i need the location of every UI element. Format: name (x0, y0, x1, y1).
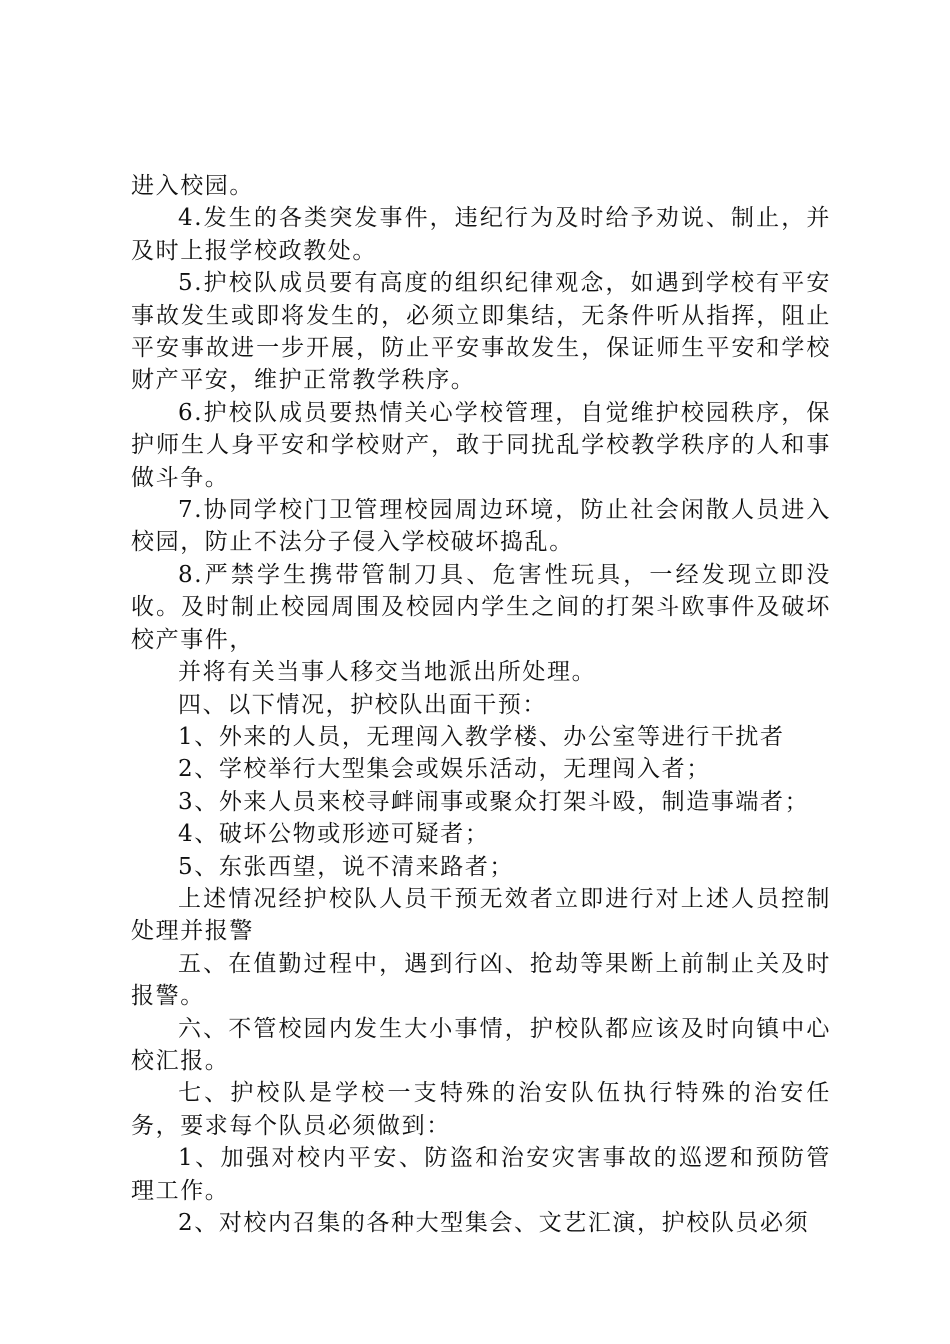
list-item-4-3: 3、外来人员来校寻衅闹事或聚众打架斗殴，制造事端者； (178, 788, 810, 815)
paragraph-item-8: 8.严禁学生携带管制刀具、危害性玩具，一经发现立即没收。及时制止校园周围及校园内学生之间的打架斗欧事件及破坏校产事件， (131, 561, 831, 653)
paragraph-item-5: 5.护校队成员要有高度的组织纪律观念，如遇到学校有平安事故发生或即将发生的，必须立即集结，无条件听从指挥，阻止平安事故进一步开展，防止平安事故发生，保证师生平安和学校财产平安，维护正常教学秩序。 (131, 270, 831, 394)
document-body (131, 170, 831, 1239)
section-heading-4: 四、以下情况，护校队出面干预： (178, 691, 547, 718)
paragraph-item-4: 4.发生的各类突发事件，违纪行为及时给予劝说、制止，并及时上报学校政教处。 (131, 205, 831, 264)
list-item-4-1: 1、外来的人员，无理闯入教学楼、办公室等进行干扰者 (178, 723, 785, 750)
list-item-7-1: 1、加强对校内平安、防盗和治安灾害事故的巡逻和预防管理工作。 (131, 1145, 831, 1204)
list-item-4-2: 2、学校举行大型集会或娱乐活动，无理闯入者； (178, 756, 711, 783)
list-item-4-5: 5、东张西望，说不清来路者； (178, 853, 515, 880)
paragraph-summary: 上述情况经护校队人员干预无效者立即进行对上述人员控制处理并报警 (131, 885, 831, 945)
paragraph-item-8-cont: 并将有关当事人移交当地派出所处理。 (178, 659, 597, 686)
paragraph-item-6: 6.护校队成员要热情关心学校管理，自觉维护校园秩序，保护师生人身平安和学校财产，敢于同扰乱学校教学秩序的人和事做斗争。 (131, 399, 831, 491)
list-item-4-4: 4、破坏公物或形迹可疑者； (178, 821, 490, 848)
paragraph-continuation: 进入校园。 (131, 173, 254, 199)
paragraph-item-7: 7.协同学校门卫管理校园周边环境，防止社会闲散人员进入校园，防止不法分子侵入学校破坏捣乱。 (131, 497, 831, 556)
section-heading-6: 六、不管校园内发生大小事情，护校队都应该及时向镇中心校汇报。 (131, 1015, 831, 1074)
list-item-7-2: 2、对校内召集的各种大型集会、文艺汇演，护校队员必须 (178, 1210, 810, 1236)
section-heading-7: 七、护校队是学校一支特殊的治安队伍执行特殊的治安任务，要求每个队员必须做到： (131, 1080, 831, 1139)
section-heading-5: 五、在值勤过程中，遇到行凶、抢劫等果断上前制止关及时报警。 (131, 950, 831, 1010)
